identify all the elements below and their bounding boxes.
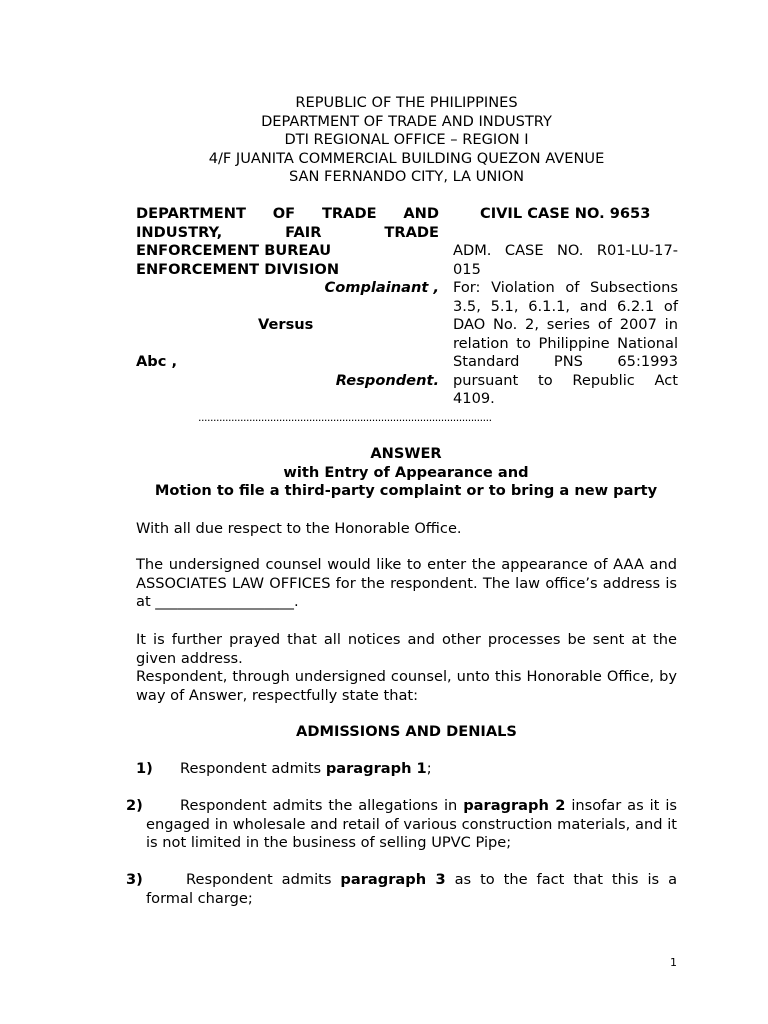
greeting-paragraph: With all due respect to the Honorable Office. <box>136 520 462 537</box>
list-item <box>136 760 677 779</box>
complainant-line-2: ENFORCEMENT BUREAU <box>136 242 332 259</box>
header-address: 4/F JUANITA COMMERCIAL BUILDING QUEZON AVENUE <box>208 149 605 167</box>
title-motion: Motion to file a third-party complaint or to bring a new party <box>154 482 658 499</box>
respondent-name: Abc , <box>136 353 178 370</box>
item-number: 3) <box>126 871 143 888</box>
list-item <box>126 871 678 908</box>
page-number: 1 <box>670 956 677 969</box>
case-subject: For: Violation of Subsections 3.5, 5.1, 6.1.1, and 6.2.1 of DAO No. 2, series of 2007 in relation to Philippine National Standard PNS 65:1993 pursuant to Republic Act 4109. <box>453 279 678 407</box>
item-paragraph-ref: paragraph 3 <box>340 871 446 888</box>
title-entry-appearance: with Entry of Appearance and <box>283 463 529 481</box>
item-text-end: ; <box>426 760 432 777</box>
respondent-label: Respondent. <box>335 372 439 389</box>
separator-line: .................................................................................................. <box>198 411 492 424</box>
item-number: 1) <box>136 760 153 777</box>
caption-parties <box>136 205 439 389</box>
versus-label: Versus <box>258 316 314 333</box>
complainant-line-1: DEPARTMENT OF TRADE AND INDUSTRY, FAIR TRADE <box>136 205 439 241</box>
item-text: Respondent admits <box>180 760 326 777</box>
title-answer: ANSWER <box>370 445 442 462</box>
prayer-paragraph: It is further prayed that all notices and other processes be sent at the given address. <box>136 631 677 667</box>
list-item <box>126 797 677 853</box>
item-text: Respondent admits <box>186 871 341 888</box>
complainant-line-3: ENFORCEMENT DIVISION <box>136 260 340 278</box>
section-heading: ADMISSIONS AND DENIALS <box>296 723 517 740</box>
appearance-paragraph: The undersigned counsel would like to enter the appearance of AAA and ASSOCIATES LAW OFFICES for the respondent. The law office’s address is at ___________________. <box>136 556 677 610</box>
header-city: SAN FERNANDO CITY, LA UNION <box>288 168 524 185</box>
civil-case-number: CIVIL CASE NO. 9653 <box>480 205 651 222</box>
complainant-label: Complainant , <box>324 279 439 296</box>
item-paragraph-ref: paragraph 2 <box>463 797 566 814</box>
caption-case-info <box>453 205 678 409</box>
item-number: 2) <box>126 797 143 814</box>
item-text: Respondent admits the allegations in <box>180 797 464 814</box>
item-paragraph-ref: paragraph 1 <box>325 760 427 777</box>
document-header <box>120 94 693 187</box>
item-text-end: as to the fact that this is a formal charge; <box>146 871 678 907</box>
header-republic: REPUBLIC OF THE PHILIPPINES <box>295 94 518 111</box>
answer-intro-paragraph: Respondent, through undersigned counsel, unto this Honorable Office, by way of Answer, respectfully state that: <box>136 668 677 704</box>
header-regional-office: DTI REGIONAL OFFICE – REGION I <box>284 131 529 148</box>
item-text-end: insofar as it is engaged in wholesale and retail of various construction materials, and it is not limited in the business of selling UPVC Pipe; <box>146 797 677 851</box>
header-department: DEPARTMENT OF TRADE AND INDUSTRY <box>261 112 552 130</box>
document-title <box>110 445 702 501</box>
adm-case-number: ADM. CASE NO. R01-LU-17-015 <box>453 242 678 278</box>
